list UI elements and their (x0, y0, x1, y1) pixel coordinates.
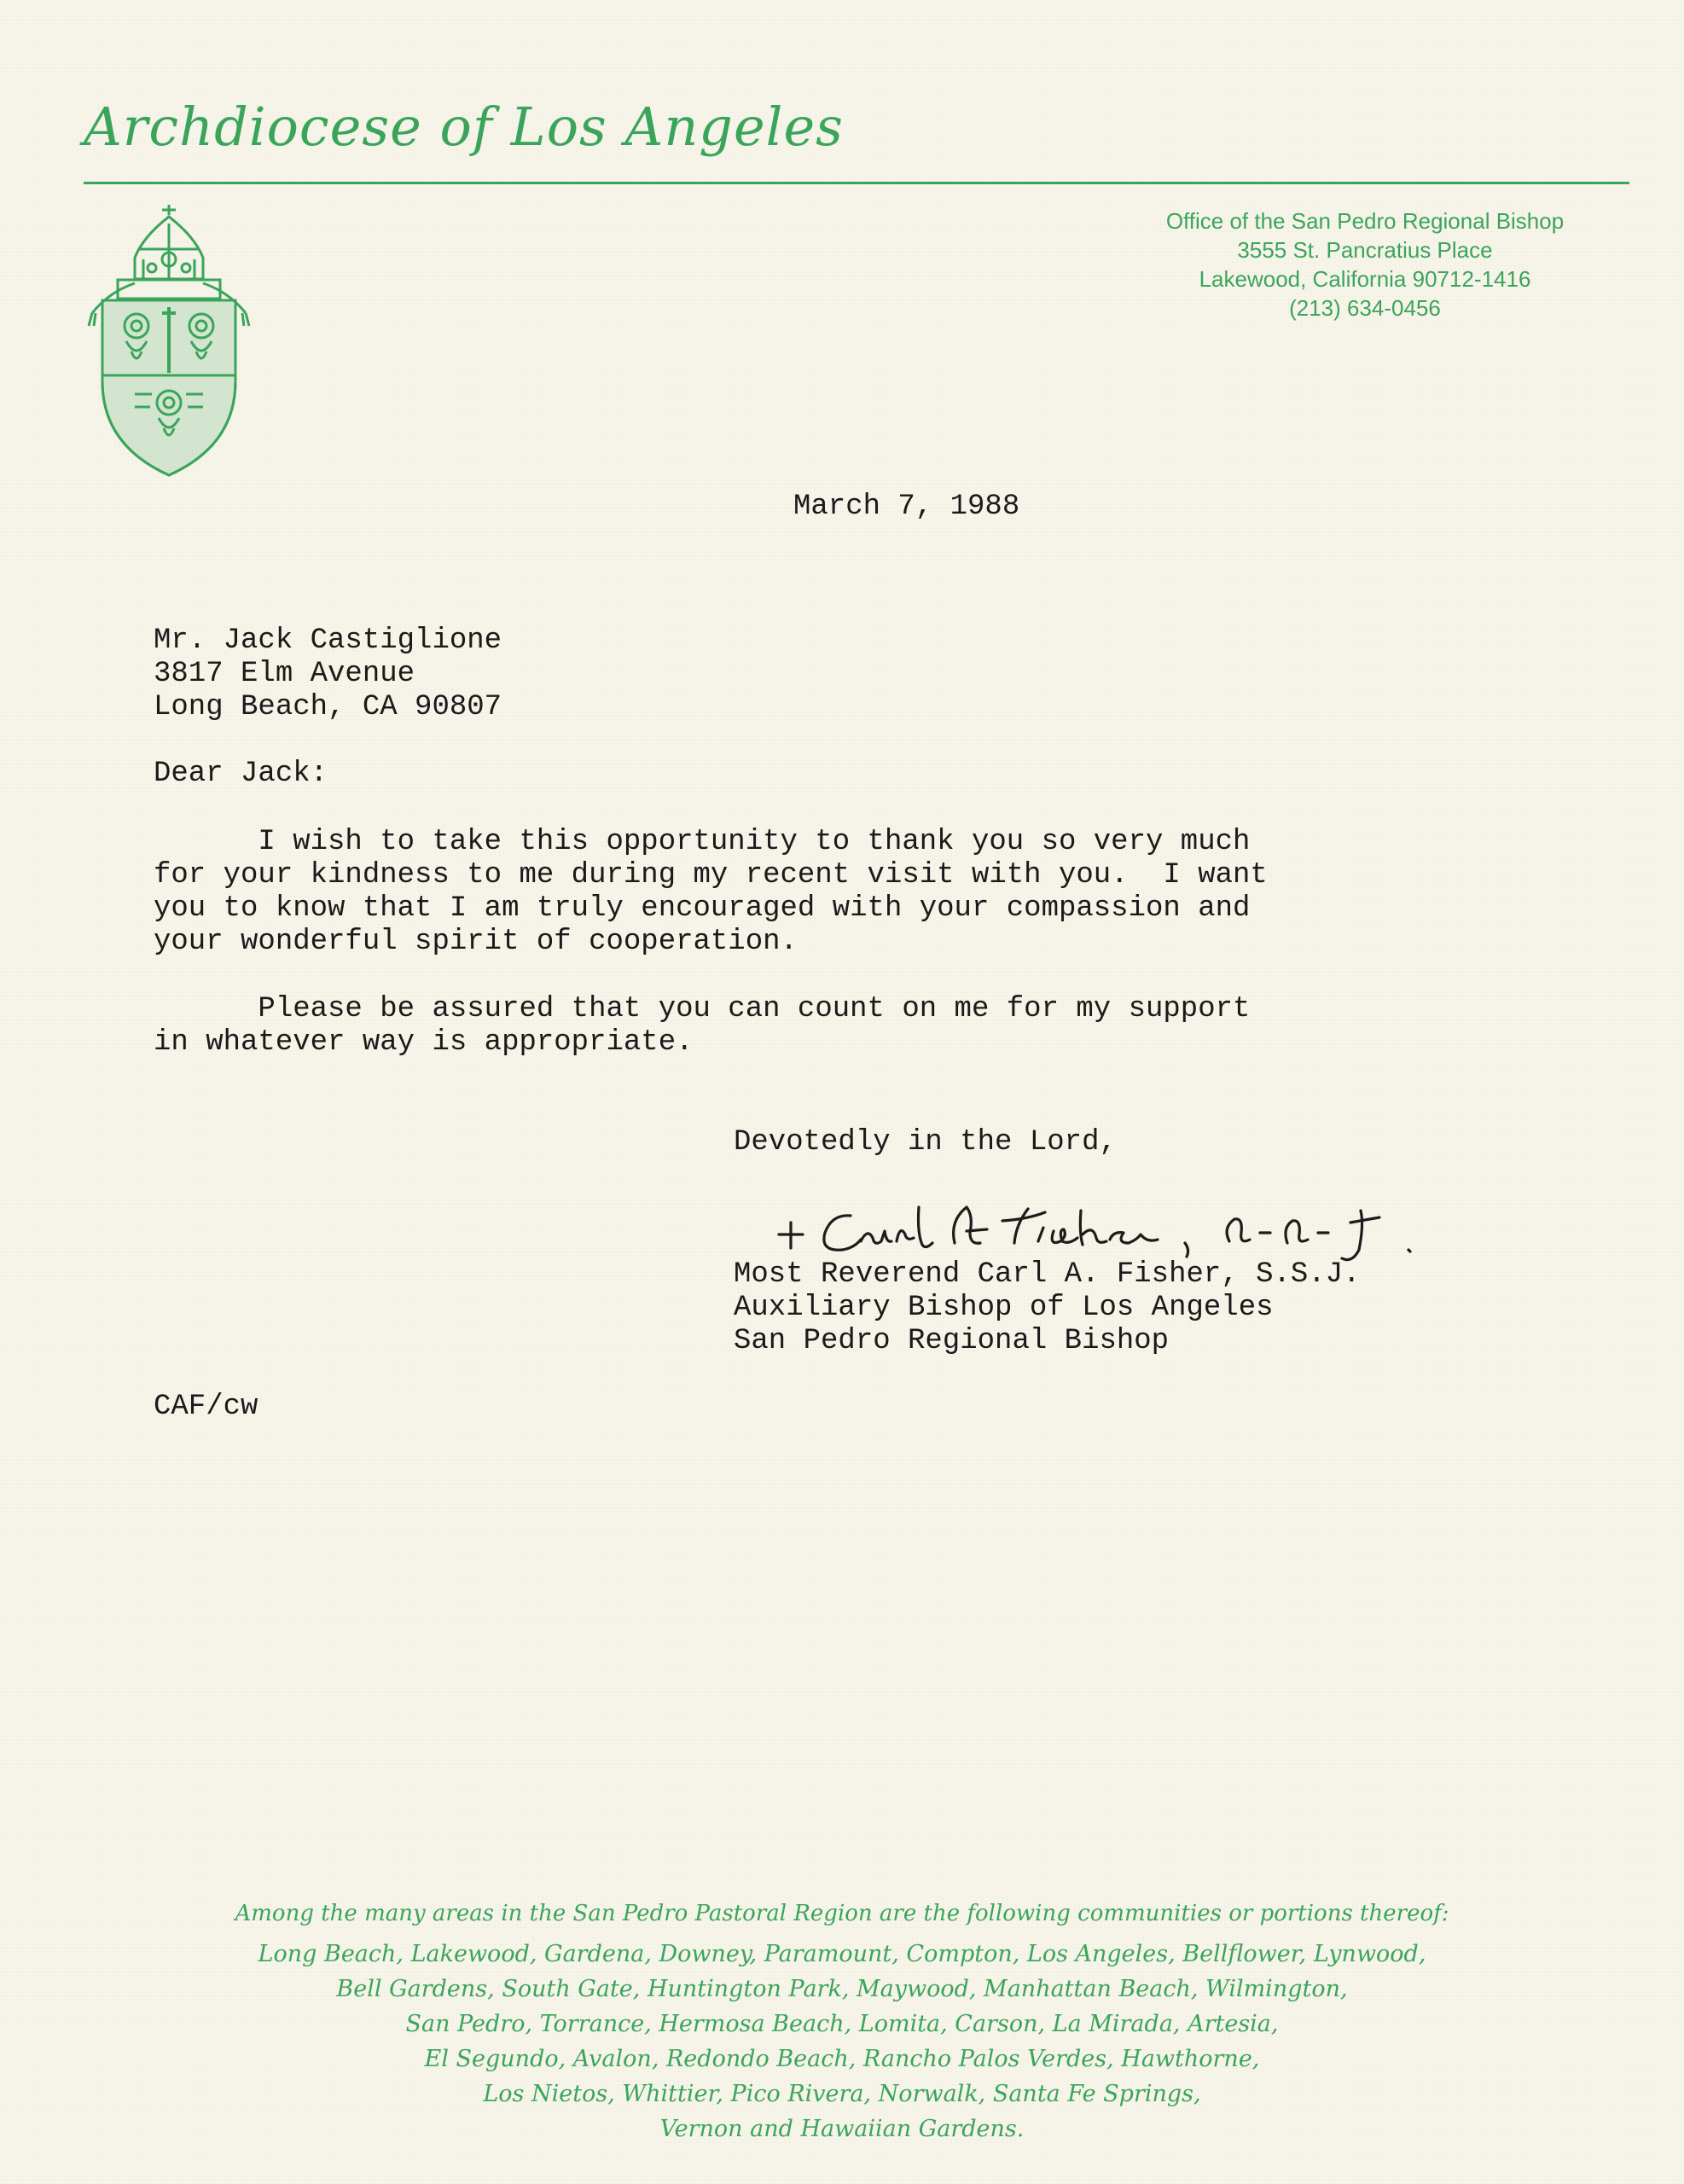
footer-communities (0, 1937, 1684, 2146)
recipient-name: Mr. Jack Castiglione (154, 624, 502, 657)
office-address-block (1100, 206, 1629, 322)
signer-title: Auxiliary Bishop of Los Angeles (734, 1292, 1274, 1324)
handwritten-signature (772, 1190, 1420, 1267)
signer-name: Most Reverend Carl A. Fisher, S.S.J. (734, 1258, 1361, 1291)
office-phone: (213) 634-0456 (1289, 295, 1441, 321)
footer-line: El Segundo, Avalon, Redondo Beach, Rancho Palos Verdes, Hawthorne, (424, 2046, 1260, 2072)
footer-line: Vernon and Hawaiian Gardens. (659, 2116, 1025, 2142)
paragraph-line: in whatever way is appropriate. (154, 1026, 694, 1059)
footer-line: San Pedro, Torrance, Hermosa Beach, Lomita, Carson, La Mirada, Artesia, (405, 2011, 1279, 2037)
office-street: 3555 St. Pancratius Place (1237, 237, 1493, 263)
recipient-address (154, 624, 502, 724)
footer-line: Bell Gardens, South Gate, Huntington Park, Maywood, Manhattan Beach, Wilmington, (336, 1976, 1348, 2002)
office-name: Office of the San Pedro Regional Bishop (1165, 208, 1565, 234)
body-paragraph-1 (154, 826, 1268, 959)
letterhead-divider (84, 182, 1629, 184)
paragraph-line: your wonderful spirit of cooperation. (154, 926, 798, 958)
paragraph-line: Please be assured that you can count on me for my support (154, 993, 1251, 1025)
recipient-street: 3817 Elm Avenue (154, 658, 415, 690)
footer-line: Los Nietos, Whittier, Pico Rivera, Norwalk, Santa Fe Springs, (483, 2081, 1201, 2107)
office-city: Lakewood, California 90712-1416 (1199, 266, 1531, 292)
reference-initials: CAF/cw (154, 1391, 258, 1423)
signer-office: San Pedro Regional Bishop (734, 1325, 1170, 1357)
body-paragraph-2 (154, 993, 1250, 1060)
complimentary-closing: Devotedly in the Lord, (734, 1126, 1117, 1159)
salutation: Dear Jack: (154, 758, 328, 790)
footer-intro: Among the many areas in the San Pedro Pastoral Region are the following communities or portions thereof: (235, 1901, 1449, 1926)
signer-block (734, 1258, 1361, 1358)
coat-of-arms-icon (84, 198, 254, 479)
paragraph-line: I wish to take this opportunity to thank you so very much (154, 826, 1251, 858)
paragraph-line: for your kindness to me during my recent visit with you. I want (154, 859, 1268, 892)
letter-date: March 7, 1988 (793, 491, 1020, 523)
footer-line: Long Beach, Lakewood, Gardena, Downey, Paramount, Compton, Los Angeles, Bellflower, Lynwood, (258, 1941, 1426, 1967)
paragraph-line: you to know that I am truly encouraged with your compassion and (154, 892, 1251, 925)
recipient-city: Long Beach, CA 90807 (154, 691, 502, 723)
letterhead-title: Archdiocese of Los Angeles (84, 96, 844, 158)
